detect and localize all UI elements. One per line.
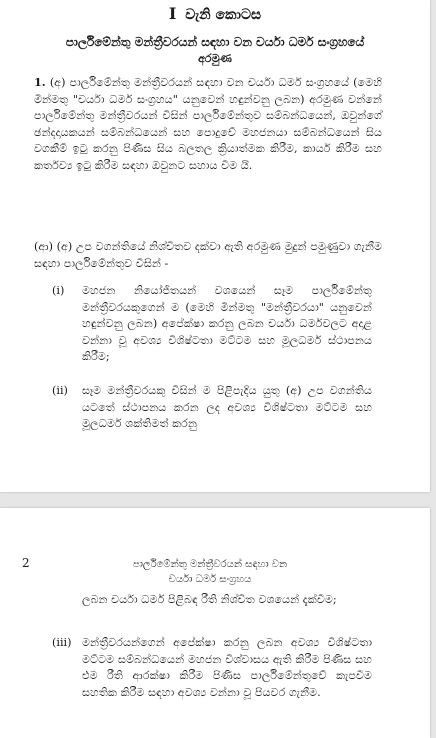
section-subtitle: අරමුණ	[198, 52, 232, 65]
list-item-iii	[52, 635, 382, 735]
list-item-text: සෑම මන්ත්‍රීවරයකු විසින් ම පිළිපැදිය යුතු (අ) උප වගන්තිය යටතේ ස්ථාපනය කරන ලද අවශ්‍ය විශිෂ්ටතා මට්ටම සහ මූලධර්ම ශක්තිමත් කරනු	[82, 384, 372, 431]
list-item-label: (i)	[52, 284, 65, 297]
paragraph-number: 1.	[34, 75, 46, 89]
part-label: වැනි කොටස	[185, 7, 262, 23]
part-number: I	[168, 4, 177, 23]
paragraph-1	[34, 74, 382, 175]
list-item-i	[52, 283, 382, 383]
paragraph-1-text: (අ) පාර්ලිමේන්තු මන්ත්‍රීවරයන් සඳහා වන චර්යා ධර්ම සංග්‍රහයේ (මෙහි මින්මතු "චර්යා ධර්ම සංග්‍රහය" යනුවෙන් හඳුන්වනු ලබන) අරමුණ වන්නේ පාර්ලිමේන්තු මන්ත්‍රීවරයන් විසින් පාර්ලිමේන්තුව සම්බන්ධයෙන්, ඔවුන්ගේ ඡන්දදායකයන් සම්බන්ධයෙන් සහ පොදුවේ මහජනයා සම්බන්ධයෙන් සිය වගකීම් ඉටු කරනු පිණිස සිය බලතල ක්‍රියාත්මක කිරීම, කාර්ය කිරීම සහ කර්තව්‍ය ඉටු කිරීම සඳහා ඔවුනට සහාය වීම යි.	[34, 76, 382, 172]
continued-text: ලබන චර්යා ධර්ම පිළිබඳ රීති නිශ්චිත වශයෙන් දැක්වීම;	[82, 593, 337, 606]
section-title: පාර්ලිමේන්තු මන්ත්‍රීවරයන් සඳහා වන චර්යා ධර්ම සංග්‍රහයේ	[65, 35, 365, 49]
list-item-text: මන්ත්‍රීවරයන්ගෙන් අපේක්ෂා කරනු ලබන අවශ්‍ය විශිෂ්ටතා මට්ටම සම්බන්ධයෙන් මහජන විශ්වාසය ඇති කිරීම පිණිස සහ එම රීති ආරක්ෂා කිරීම පිණිස පාර්ලිමේන්තුවේ කැපවීම සහතික කිරීම සඳහා අවශ්‍ය වන්නා වූ පියවර ගැනීම.	[82, 636, 372, 699]
paragraph-2: (ආ) (අ) උප වගන්තියේ නිශ්චිතව දක්වා ඇති අරමුණ මුදුන් පමුණුවා ගැනීම සඳහා පාර්ලිමේන්තුව විසින් -	[34, 240, 382, 270]
running-head-line-2: චර්යා ධර්ම සංග්‍රහය	[168, 574, 252, 585]
list-item-ii	[52, 383, 382, 463]
running-head-line-1: පාර්ලිමේන්තු මන්ත්‍රීවරයන් සඳහා වන	[132, 559, 288, 570]
list-item-label: (ii)	[52, 384, 68, 397]
page-number: 2	[22, 556, 30, 570]
list-item-label: (iii)	[52, 636, 72, 649]
part-heading	[0, 4, 430, 23]
list-item-text: මහජන නියෝජිතයන් වශයෙන් සෑම පාර්ලිමේන්තු මන්ත්‍රීවරයකුගෙන් ම (මෙහි මින්මතු "මන්ත්‍රීවරයා" යනුවෙන් හඳුන්වනු ලබන) අපේක්ෂා කරනු ලබන චර්යා ධර්මවලට අදාළ වන්නා වූ අවශ්‍ය විශිෂ්ටතා මට්ටම සහ මූලධර්ම ස්ථාපනය කිරීම;	[82, 284, 372, 364]
